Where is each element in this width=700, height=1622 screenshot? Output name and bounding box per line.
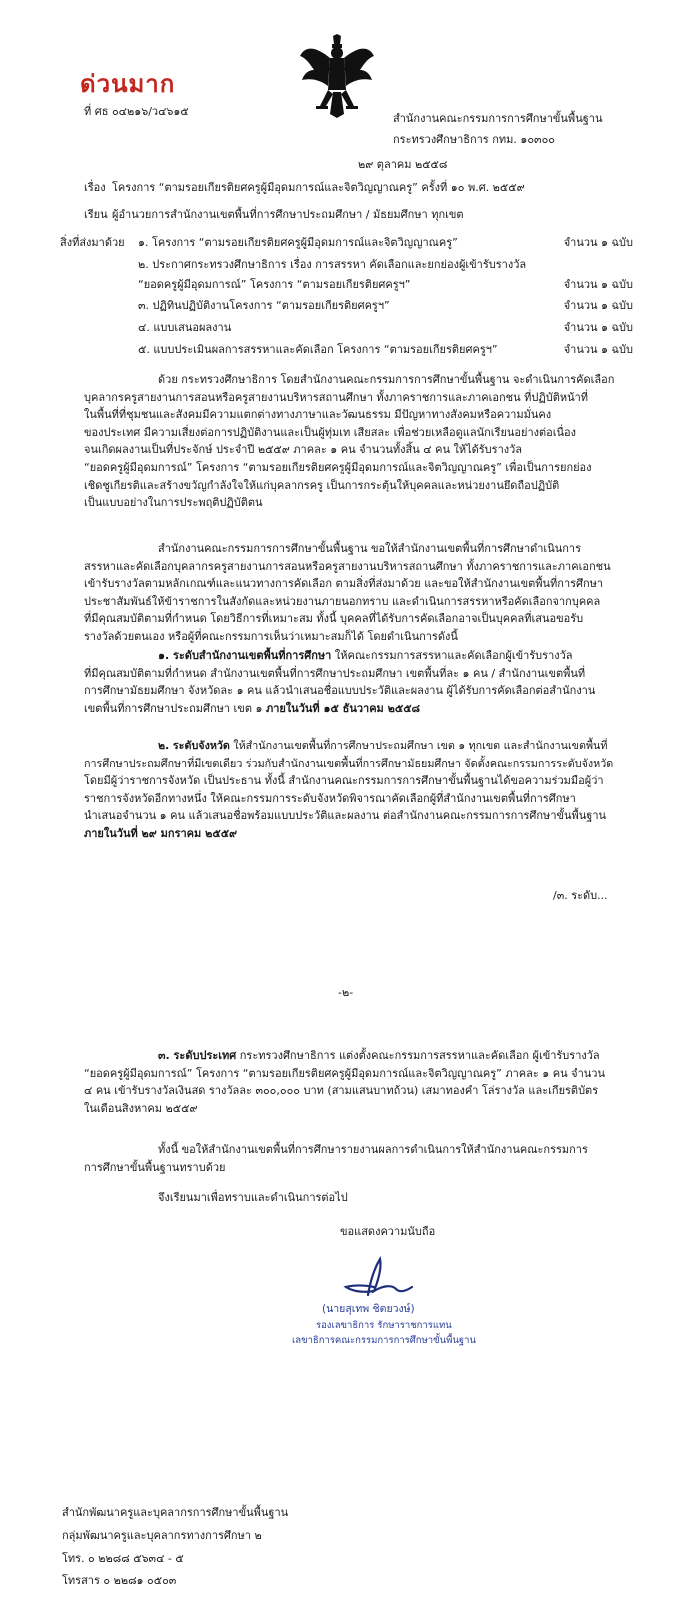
page-number: -๒- — [338, 986, 354, 999]
subject-text: โครงการ “ตามรอยเกียรติยศครูผู้มีอุดมการณ์และจิตวิญญาณครู” ครั้งที่ ๑๐ พ.ศ. ๒๕๕๙ — [112, 181, 525, 194]
level-3-section — [84, 1047, 614, 1117]
enclosure-text: ๒. ประกาศกระทรวงศึกษาธิการ เรื่อง การสรรหา คัดเลือกและยกย่องผู้เข้ารับรางวัล — [138, 258, 527, 271]
level-3-first-line — [84, 1047, 614, 1065]
level-1-section — [84, 647, 614, 717]
enclosure-text: ๓. ปฏิทินปฏิบัติงานโครงการ “ตามรอยเกียรติยศครูฯ” — [138, 299, 390, 312]
level-2-deadline: ภายในวันที่ ๒๙ มกราคม ๒๕๕๙ — [84, 826, 238, 840]
level-1-first-line — [84, 647, 614, 665]
enclosure-count: จำนวน ๑ ฉบับ — [563, 236, 633, 249]
level-2-first-line — [84, 737, 614, 755]
level-3-text: กระทรวงศึกษาธิการ แต่งตั้งคณะกรรมการสรรหาและคัดเลือก ผู้เข้ารับรางวัล — [236, 1049, 600, 1062]
enclosure-text: ๔. แบบเสนอผลงาน — [138, 321, 232, 334]
closing-request: จึงเรียนมาเพื่อทราบและดำเนินการต่อไป — [158, 1191, 348, 1204]
paragraph-line: บุคลากรครูสายงานการสอนหรือครูสายงานบริหารสถานศึกษา ทั้งภาคราชการและภาคเอกชน ที่ปฏิบัติหน้าที่ — [84, 390, 589, 404]
handwritten-signature — [340, 1255, 430, 1301]
level-2-heading: ๒. ระดับจังหวัด — [158, 739, 230, 752]
paragraph-line: สำนักงานคณะกรรมการการศึกษาขั้นพื้นฐาน ขอให้สำนักงานเขตพื้นที่การศึกษาดำเนินการ — [158, 542, 581, 555]
paragraph-line: ที่มีคุณสมบัติตามที่กำหนด โดยวิธีการที่เหมาะสม ทั้งนี้ บุคคลที่ได้รับการคัดเลือกอาจเป็นบุคคลที่เสนอขอรับ — [84, 612, 584, 626]
recipient-text: ผู้อำนวยการสำนักงานเขตพื้นที่การศึกษาประถมศึกษา / มัธยมศึกษา ทุกเขต — [112, 208, 464, 221]
footer-phone: โทร. ๐ ๒๒๘๘ ๕๖๓๔ - ๕ — [62, 1552, 184, 1565]
paragraph-line: เชิดชูเกียรติและสร้างขวัญกำลังใจให้แก่บุคลากรครู เป็นการกระตุ้นให้บุคคลและหน่วยงานยึดถือปฏิบัติ — [84, 478, 560, 492]
paragraph-line: ประชาสัมพันธ์ให้ข้าราชการในสังกัดและหน่วยงานภายนอกทราบ และดำเนินการสรรหาหรือคัดเลือกจากบุคคล — [84, 594, 601, 608]
closing-salutation: ขอแสดงความนับถือ — [340, 1225, 436, 1238]
footer-bureau: สำนักพัฒนาครูและบุคลากรการศึกษาขั้นพื้นฐาน — [62, 1506, 289, 1519]
enclosure-count: จำนวน ๑ ฉบับ — [563, 321, 633, 334]
enclosures-label: สิ่งที่ส่งมาด้วย — [60, 236, 125, 249]
level-1-deadline: ภายในวันที่ ๑๕ ธันวาคม ๒๕๕๘ — [265, 701, 421, 715]
level-2-text: ให้สำนักงานเขตพื้นที่การศึกษาประถมศึกษา เขต ๑ ทุกเขต และสำนักงานเขตพื้นที่ — [229, 739, 608, 752]
report-paragraph — [84, 1141, 614, 1176]
footer-group: กลุ่มพัฒนาครูและบุคลากรทางการศึกษา ๒ — [62, 1529, 262, 1542]
paragraph-line: การศึกษาขั้นพื้นฐานทราบด้วย — [84, 1160, 226, 1174]
paragraph-line: ทั้งนี้ ขอให้สำนักงานเขตพื้นที่การศึกษารายงานผลการดำเนินการให้สำนักงานคณะกรรมการ — [158, 1143, 588, 1156]
paragraph-line: ๔ คน เข้ารับรางวัลเงินสด รางวัลละ ๓๐๐,๐๐๐ บาท (สามแสนบาทถ้วน) เสมาทองคำ โล่รางวัล และเกียรติบัตร — [84, 1084, 599, 1098]
paragraph-line: “ยอดครูผู้มีอุดมการณ์” โครงการ “ตามรอยเกียรติยศครูผู้มีอุดมการณ์และจิตวิญญาณครู” ภาคละ ๑ คน จำนวน — [84, 1066, 605, 1080]
issuer-address: กระทรวงศึกษาธิการ กทม. ๑๐๓๐๐ — [393, 133, 556, 146]
level-1-last-line — [84, 700, 614, 718]
footer-fax: โทรสาร ๐ ๒๒๘๑ ๐๕๐๓ — [62, 1574, 177, 1587]
document-date: ๒๙ ตุลาคม ๒๕๕๘ — [358, 158, 448, 171]
paragraph-line: “ยอดครูผู้มีอุดมการณ์” โครงการ “ตามรอยเกียรติยศครูผู้มีอุดมการณ์และจิตวิญญาณครู” เพื่อเป็นการยกย่อง — [84, 460, 592, 474]
reference-number: ที่ ศธ ๐๔๒๑๖/ว๔๖๑๕ — [84, 105, 189, 118]
level-1-heading: ๑. ระดับสำนักงานเขตพื้นที่การศึกษา — [158, 649, 332, 662]
body-paragraph-1 — [84, 371, 614, 512]
recipient-label: เรียน — [84, 208, 108, 221]
paragraph-line: ในพื้นที่ที่ชุมชนและสังคมมีความแตกต่างทางภาษาและวัฒนธรรม มีปัญหาทางสังคมหรือความมั่นคง — [84, 408, 552, 422]
paragraph-line: สรรหาและคัดเลือกบุคลากรครูสายงานการสอนหรือครูสายงานบริหารสถานศึกษา ทั้งภาคราชการและภาคเอกชน — [84, 559, 611, 573]
paragraph-line: เป็นแบบอย่างในการประพฤติปฏิบัติตน — [84, 496, 263, 510]
paragraph-line: ด้วย กระทรวงศึกษาธิการ โดยสำนักงานคณะกรรมการการศึกษาขั้นพื้นฐาน จะดำเนินการคัดเลือก — [158, 373, 615, 386]
paragraph-line: จนเกิดผลงานเป็นที่ประจักษ์ ประจำปี ๒๕๕๙ ภาคละ ๑ คน จำนวนทั้งสิ้น ๔ คน ให้ได้รับรางวัล — [84, 443, 523, 457]
paragraph-line: ที่มีคุณสมบัติตามที่กำหนด สำนักงานเขตพื้นที่การศึกษาประถมศึกษา เขตพื้นที่ละ ๑ คน / สำนักงานเขตพื้นที่ — [84, 666, 586, 680]
enclosure-text: “ยอดครูผู้มีอุดมการณ์” โครงการ “ตามรอยเกียรติยศครูฯ” — [138, 278, 411, 291]
paragraph-line: ในเดือนสิงหาคม ๒๕๕๙ — [84, 1101, 198, 1115]
paragraph-line: นำเสนอจำนวน ๑ คน แล้วเสนอชื่อพร้อมแบบประวัติและผลงาน ต่อสำนักงานคณะกรรมการการศึกษาขั้นพื้นฐาน — [84, 809, 607, 823]
level-1-text: เขตพื้นที่การศึกษาประถมศึกษา เขต ๑ — [84, 701, 266, 715]
paragraph-line: ราชการจังหวัดอีกทางหนึ่ง ให้คณะกรรมการระดับจังหวัดพิจารณาคัดเลือกผู้ที่สำนักงานเขตพื้นที่การศึกษา — [84, 791, 576, 805]
subject-label: เรื่อง — [84, 181, 106, 194]
paragraph-line: โดยมีผู้ว่าราชการจังหวัด เป็นประธาน ทั้งนี้ สำนักงานคณะกรรมการการศึกษาขั้นพื้นฐานได้ขอความร่วมมือผู้ว่า — [84, 774, 604, 788]
enclosure-count: จำนวน ๑ ฉบับ — [563, 343, 633, 356]
level-3-heading: ๓. ระดับประเทศ — [158, 1049, 237, 1062]
level-2-section — [84, 737, 614, 843]
paragraph-line: การศึกษาประถมศึกษาที่มีเขตเดียว ร่วมกับสำนักงานเขตพื้นที่การศึกษามัธยมศึกษา จัดตั้งคณะกรรมการระดับจังหวัด — [84, 756, 614, 770]
body-paragraph-2 — [84, 540, 614, 646]
paragraph-line: เข้ารับรางวัลตามหลักเกณฑ์และแนวทางการคัดเลือก ตามสิ่งที่ส่งมาด้วย และขอให้สำนักงานเขตพื้นที่การศึกษา — [84, 577, 604, 591]
enclosure-count: จำนวน ๑ ฉบับ — [563, 278, 633, 291]
continued-marker: /๓. ระดับ... — [553, 889, 608, 902]
level-1-text: ให้คณะกรรมการสรรหาและคัดเลือกผู้เข้ารับรางวัล — [331, 649, 573, 662]
garuda-emblem-icon — [300, 34, 374, 118]
paragraph-line: รางวัลด้วยตนเอง หรือผู้ที่คณะกรรมการเห็นว่าเหมาะสมก็ได้ โดยดำเนินการดังนี้ — [84, 629, 458, 643]
enclosure-text: ๕. แบบประเมินผลการสรรหาและคัดเลือก โครงการ “ตามรอยเกียรติยศครูฯ” — [138, 343, 498, 356]
issuer-office: สำนักงานคณะกรรมการการศึกษาขั้นพื้นฐาน — [393, 112, 603, 125]
signer-position-1: รองเลขาธิการ รักษาราชการแทน — [316, 1320, 452, 1331]
signer-position-2: เลขาธิการคณะกรรมการการศึกษาขั้นพื้นฐาน — [292, 1335, 476, 1346]
enclosure-text: ๑. โครงการ “ตามรอยเกียรติยศครูผู้มีอุดมการณ์และจิตวิญญาณครู” — [138, 236, 458, 249]
paragraph-line: การศึกษามัธยมศึกษา จังหวัดละ ๑ คน แล้วนำเสนอชื่อแบบประวัติและผลงาน ผู้ได้รับการคัดเลือกต่อสำนักงาน — [84, 684, 596, 698]
signer-name: (นายสุเทพ ชิตยวงษ์) — [322, 1303, 415, 1315]
enclosure-count: จำนวน ๑ ฉบับ — [563, 299, 633, 312]
paragraph-line: ของประเทศ มีความเสี่ยงต่อการปฏิบัติงานและเป็นผู้ทุ่มเท เสียสละ เพื่อช่วยเหลือดูแลนักเรียนอย่างต่อเนื่อง — [84, 425, 577, 439]
urgency-stamp: ด่วนมาก — [80, 70, 176, 98]
